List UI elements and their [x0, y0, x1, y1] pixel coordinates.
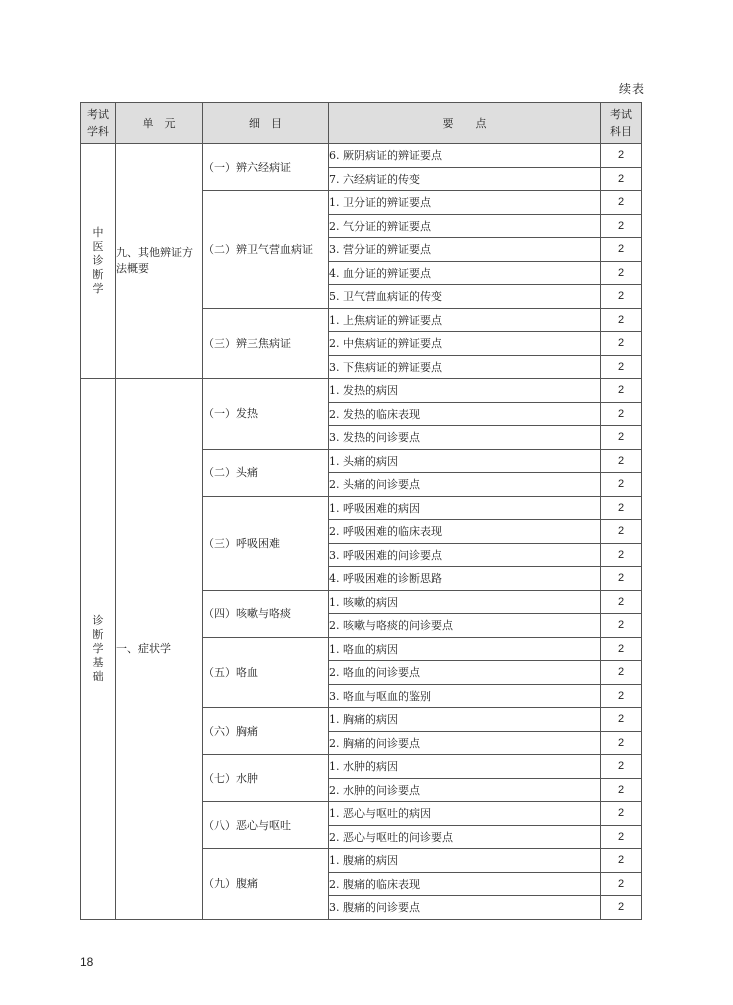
- point-cell: 4. 呼吸困难的诊断思路: [329, 567, 601, 591]
- point-cell: 1. 卫分证的辨证要点: [329, 191, 601, 215]
- point-cell: 2. 中焦病证的辨证要点: [329, 332, 601, 356]
- level-cell: 2: [601, 849, 642, 873]
- item-cell: （五）咯血: [203, 637, 329, 708]
- item-cell: （二）辨卫气营血病证: [203, 191, 329, 309]
- level-cell: 2: [601, 708, 642, 732]
- item-cell: （六）胸痛: [203, 708, 329, 755]
- level-cell: 2: [601, 567, 642, 591]
- subject-name: 中医诊断学: [92, 226, 104, 295]
- level-cell: 2: [601, 637, 642, 661]
- point-cell: 1. 胸痛的病因: [329, 708, 601, 732]
- level-cell: 2: [601, 167, 642, 191]
- point-cell: 4. 血分证的辨证要点: [329, 261, 601, 285]
- level-cell: 2: [601, 402, 642, 426]
- point-cell: 1. 发热的病因: [329, 379, 601, 403]
- level-cell: 2: [601, 778, 642, 802]
- point-cell: 5. 卫气营血病证的传变: [329, 285, 601, 309]
- level-cell: 2: [601, 191, 642, 215]
- level-cell: 2: [601, 496, 642, 520]
- header-unit: 单 元: [116, 103, 203, 144]
- level-cell: 2: [601, 872, 642, 896]
- table-row: [81, 144, 642, 168]
- point-cell: 2. 气分证的辨证要点: [329, 214, 601, 238]
- subject-name: 诊断学基础: [92, 613, 104, 683]
- point-cell: 2. 发热的临床表现: [329, 402, 601, 426]
- point-cell: 1. 水肿的病因: [329, 755, 601, 779]
- point-cell: 1. 咯血的病因: [329, 637, 601, 661]
- unit-cell: 一、症状学: [116, 379, 203, 920]
- point-cell: 6. 厥阴病证的辨证要点: [329, 144, 601, 168]
- header-item: 细 目: [203, 103, 329, 144]
- level-cell: 2: [601, 473, 642, 497]
- point-cell: 2. 恶心与呕吐的问诊要点: [329, 825, 601, 849]
- level-cell: 2: [601, 238, 642, 262]
- level-cell: 2: [601, 426, 642, 450]
- header-level: 考试 科目: [601, 103, 642, 144]
- point-cell: 2. 呼吸困难的临床表现: [329, 520, 601, 544]
- level-cell: 2: [601, 684, 642, 708]
- level-cell: 2: [601, 825, 642, 849]
- point-cell: 2. 咯血的问诊要点: [329, 661, 601, 685]
- point-cell: 1. 头痛的病因: [329, 449, 601, 473]
- item-cell: （一）发热: [203, 379, 329, 450]
- table-header: [81, 103, 642, 144]
- item-cell: （一）辨六经病证: [203, 144, 329, 191]
- level-cell: 2: [601, 261, 642, 285]
- page-number: 18: [80, 955, 94, 969]
- level-cell: 2: [601, 379, 642, 403]
- level-cell: 2: [601, 520, 642, 544]
- subject-cell: [81, 379, 116, 920]
- level-cell: 2: [601, 355, 642, 379]
- level-cell: 2: [601, 896, 642, 920]
- header-subject: 考试 学科: [81, 103, 116, 144]
- point-cell: 3. 咯血与呕血的鉴别: [329, 684, 601, 708]
- item-cell: （二）头痛: [203, 449, 329, 496]
- level-cell: 2: [601, 449, 642, 473]
- level-cell: 2: [601, 543, 642, 567]
- item-cell: （四）咳嗽与咯痰: [203, 590, 329, 637]
- point-cell: 3. 下焦病证的辨证要点: [329, 355, 601, 379]
- item-cell: （八）恶心与呕吐: [203, 802, 329, 849]
- level-cell: 2: [601, 802, 642, 826]
- point-cell: 1. 呼吸困难的病因: [329, 496, 601, 520]
- syllabus-table: [80, 102, 642, 920]
- point-cell: 1. 恶心与呕吐的病因: [329, 802, 601, 826]
- point-cell: 1. 咳嗽的病因: [329, 590, 601, 614]
- level-cell: 2: [601, 590, 642, 614]
- point-cell: 3. 呼吸困难的问诊要点: [329, 543, 601, 567]
- point-cell: 2. 咳嗽与咯痰的问诊要点: [329, 614, 601, 638]
- level-cell: 2: [601, 214, 642, 238]
- continued-label: 续表: [618, 82, 645, 96]
- unit-cell: 九、其他辨证方法概要: [116, 144, 203, 379]
- point-cell: 2. 水肿的问诊要点: [329, 778, 601, 802]
- point-cell: 1. 腹痛的病因: [329, 849, 601, 873]
- point-cell: 3. 腹痛的问诊要点: [329, 896, 601, 920]
- subject-cell: [81, 144, 116, 379]
- table-body: [81, 144, 642, 920]
- level-cell: 2: [601, 308, 642, 332]
- level-cell: 2: [601, 731, 642, 755]
- table-row: [81, 379, 642, 403]
- point-cell: 3. 营分证的辨证要点: [329, 238, 601, 262]
- item-cell: （三）辨三焦病证: [203, 308, 329, 379]
- item-cell: （七）水肿: [203, 755, 329, 802]
- point-cell: 2. 胸痛的问诊要点: [329, 731, 601, 755]
- level-cell: 2: [601, 614, 642, 638]
- header-point: 要 点: [329, 103, 601, 144]
- level-cell: 2: [601, 755, 642, 779]
- point-cell: 1. 上焦病证的辨证要点: [329, 308, 601, 332]
- point-cell: 2. 腹痛的临床表现: [329, 872, 601, 896]
- point-cell: 7. 六经病证的传变: [329, 167, 601, 191]
- level-cell: 2: [601, 661, 642, 685]
- level-cell: 2: [601, 332, 642, 356]
- item-cell: （九）腹痛: [203, 849, 329, 920]
- point-cell: 2. 头痛的问诊要点: [329, 473, 601, 497]
- level-cell: 2: [601, 285, 642, 309]
- level-cell: 2: [601, 144, 642, 168]
- item-cell: （三）呼吸困难: [203, 496, 329, 590]
- point-cell: 3. 发热的问诊要点: [329, 426, 601, 450]
